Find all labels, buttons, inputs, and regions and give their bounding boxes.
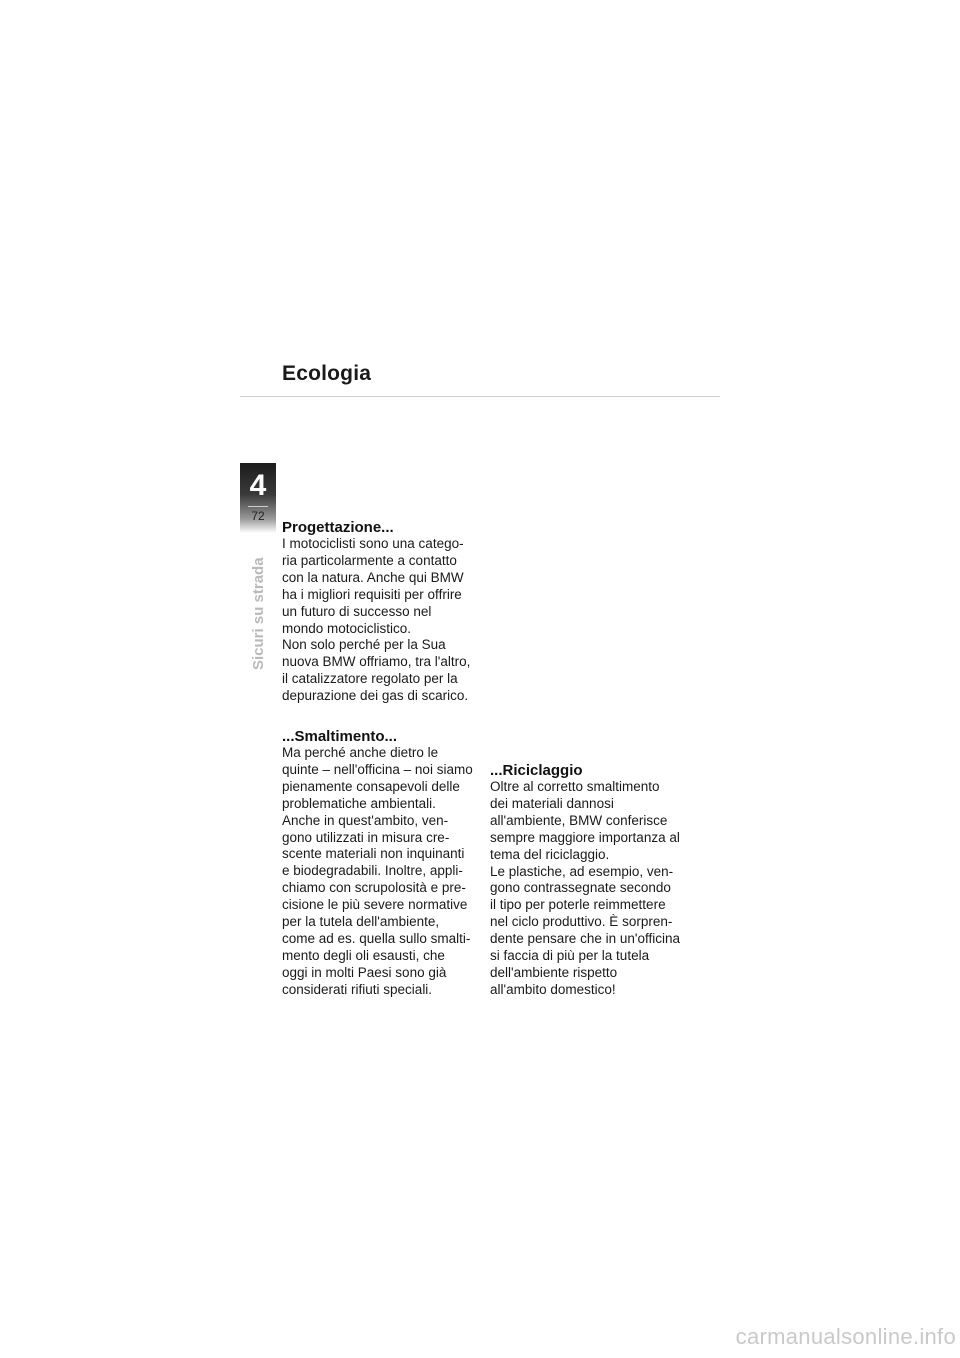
text-line: per la tutela dell'ambiente, bbox=[282, 914, 440, 930]
text-line: un futuro di successo nel bbox=[282, 603, 432, 619]
text-line: Le plastiche, ad esempio, ven- bbox=[490, 863, 674, 879]
section-riciclaggio bbox=[490, 762, 690, 999]
section-body bbox=[490, 779, 690, 999]
footer-watermark: carmanualsonline.info bbox=[735, 1324, 956, 1349]
text-line: mondo motociclistico. bbox=[282, 620, 412, 636]
text-line: cisione le più severe normative bbox=[282, 897, 468, 913]
chapter-divider bbox=[248, 506, 268, 507]
text-line: tema del riciclaggio. bbox=[490, 846, 610, 862]
text-line: Oltre al corretto smaltimento bbox=[490, 779, 660, 794]
text-line: come ad es. quella sullo smalti- bbox=[282, 930, 471, 946]
section-heading: Progettazione... bbox=[282, 519, 394, 536]
page-title: Ecologia bbox=[282, 362, 372, 385]
section-heading: ...Riciclaggio bbox=[490, 762, 583, 779]
section-smaltimento bbox=[282, 728, 482, 999]
text-line: depurazione dei gas di scarico. bbox=[282, 688, 469, 704]
text-line: all'ambiente, BMW conferisce bbox=[490, 812, 668, 828]
section-heading: ...Smaltimento... bbox=[282, 728, 398, 745]
text-line: dente pensare che in un'officina bbox=[490, 931, 680, 947]
text-line: con la natura. Anche qui BMW bbox=[282, 569, 464, 585]
text-line: all'ambito domestico! bbox=[490, 981, 616, 997]
text-line: gono contrassegnate secondo bbox=[490, 880, 671, 896]
text-line: il catalizzatore regolato per la bbox=[282, 671, 458, 687]
text-line: si faccia di più per la tutela bbox=[490, 948, 650, 964]
text-line: problematiche ambientali. bbox=[282, 795, 436, 811]
page-number: 72 bbox=[251, 509, 265, 523]
text-line: Ma perché anche dietro le bbox=[282, 745, 439, 760]
text-line: il tipo per poterle reimmettere bbox=[490, 897, 666, 913]
section-body bbox=[282, 745, 482, 999]
text-line: sempre maggiore importanza al bbox=[490, 829, 680, 845]
text-line: dell'ambiente rispetto bbox=[490, 964, 618, 980]
text-line: gono utilizzati in misura cre- bbox=[282, 829, 450, 845]
text-line: oggi in molti Paesi sono già bbox=[282, 964, 447, 980]
text-line: mento degli oli esausti, che bbox=[282, 947, 445, 963]
text-line: Anche in quest'ambito, ven- bbox=[282, 812, 449, 828]
chapter-side-label: Sicuri su strada bbox=[250, 557, 267, 670]
text-line: ria particolarmente a contatto bbox=[282, 552, 457, 568]
text-line: chiamo con scrupolosità e pre- bbox=[282, 880, 466, 896]
text-line: pienamente consapevoli delle bbox=[282, 778, 460, 794]
text-line: nel ciclo produttivo. È sorpren- bbox=[490, 914, 673, 930]
section-body bbox=[282, 536, 482, 705]
chapter-tab bbox=[240, 463, 276, 533]
chapter-number: 4 bbox=[249, 469, 267, 502]
title-divider bbox=[240, 396, 720, 397]
section-progettazione bbox=[282, 519, 482, 705]
text-line: ha i migliori requisiti per offrire bbox=[282, 586, 462, 602]
text-line: dei materiali dannosi bbox=[490, 795, 614, 811]
text-line: considerati rifiuti speciali. bbox=[282, 981, 433, 997]
text-line: e biodegradabili. Inoltre, appli- bbox=[282, 863, 463, 879]
text-line: nuova BMW offriamo, tra l'altro, bbox=[282, 654, 471, 670]
text-line: I motociclisti sono una catego- bbox=[282, 536, 464, 551]
text-line: quinte – nell'officina – noi siamo bbox=[282, 761, 473, 777]
text-line: scente materiali non inquinanti bbox=[282, 846, 465, 862]
text-line: Non solo perché per la Sua bbox=[282, 637, 446, 653]
